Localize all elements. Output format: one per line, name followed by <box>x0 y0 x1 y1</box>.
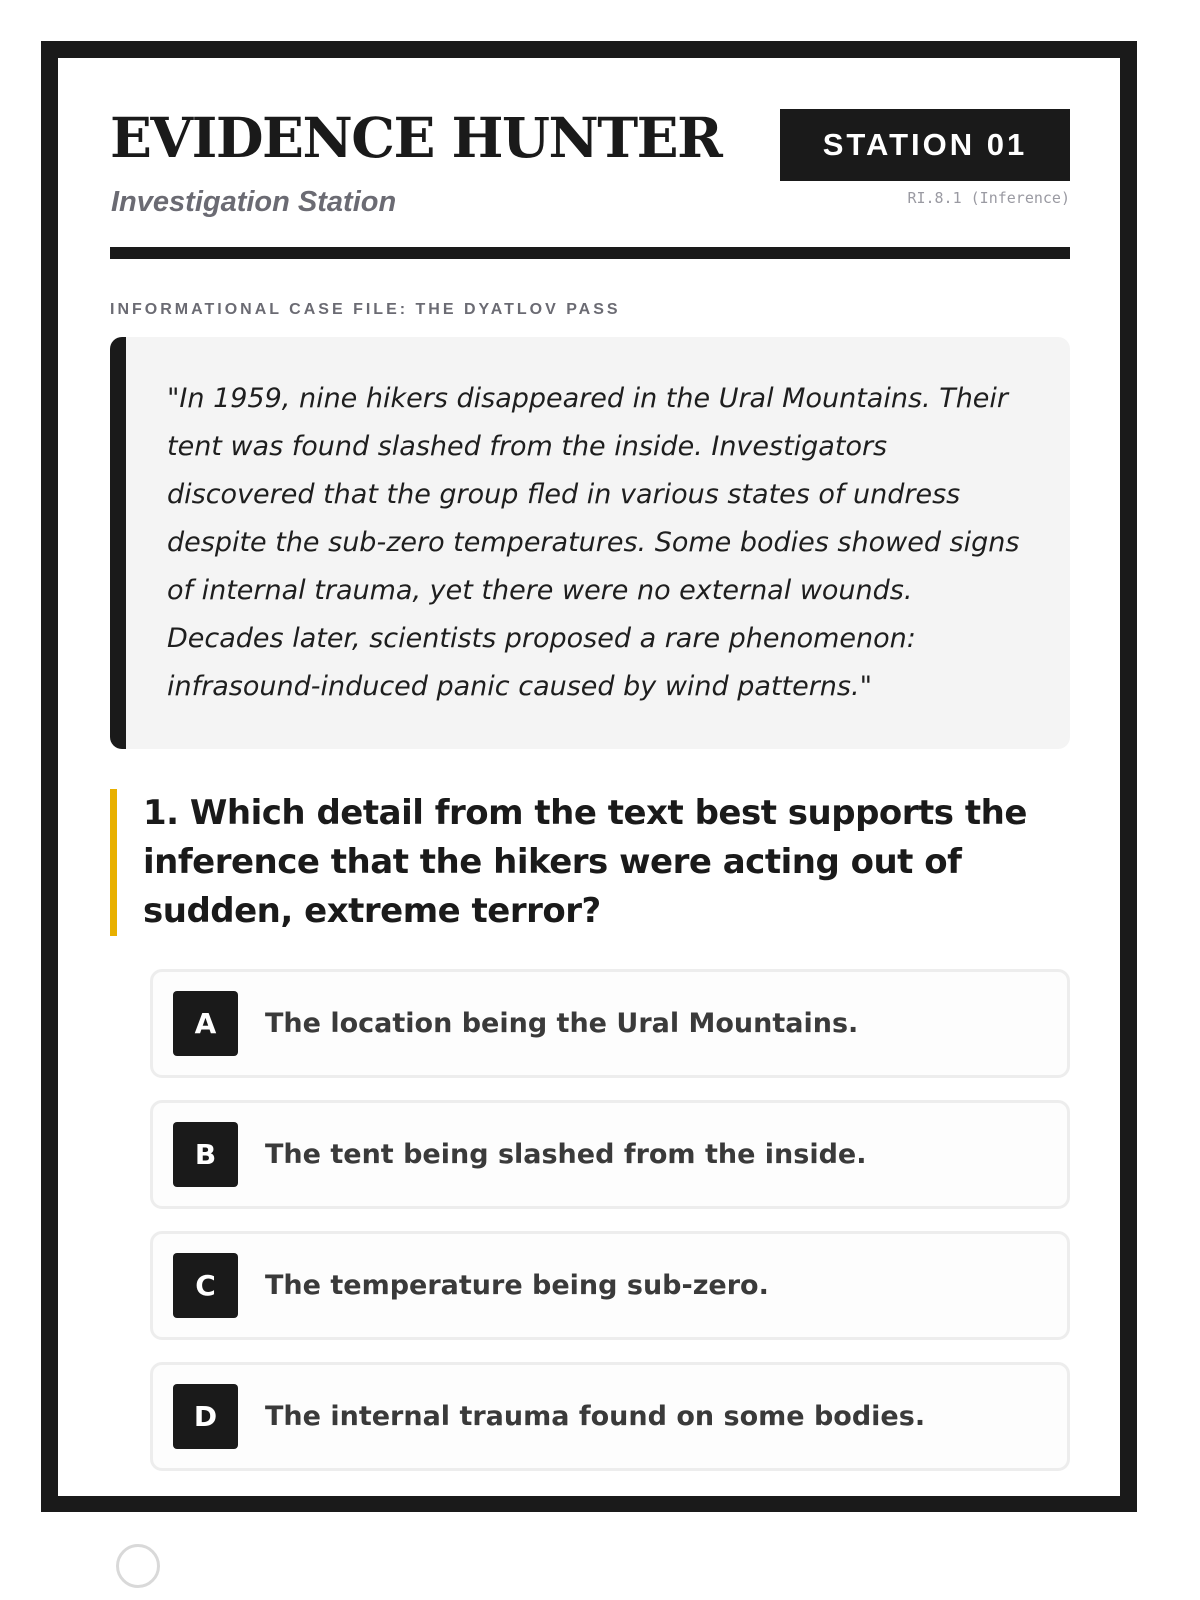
option-letter-badge: D <box>173 1384 238 1449</box>
option-letter-badge: B <box>173 1122 238 1187</box>
page-divider <box>109 1509 1069 1511</box>
standard-code: RI.8.1 (Inference) <box>907 189 1070 207</box>
header-divider <box>110 247 1070 259</box>
option-text: The temperature being sub-zero. <box>265 1270 769 1301</box>
question-text: 1. Which detail from the text best supports the inference that the hikers were acting out of sudden, extreme terror? <box>143 793 1027 931</box>
option-text: The location being the Ural Mountains. <box>265 1008 859 1039</box>
answer-option-d[interactable] <box>150 1362 1070 1471</box>
page-title: EVIDENCE HUNTER <box>110 105 722 170</box>
option-text: The tent being slashed from the inside. <box>265 1139 867 1170</box>
station-card <box>41 41 1137 1512</box>
answer-option-c[interactable] <box>150 1231 1070 1340</box>
header <box>110 58 1070 276</box>
option-letter-badge: C <box>173 1253 238 1318</box>
card-content <box>110 58 1070 1433</box>
case-file-passage <box>110 337 1070 749</box>
station-badge: STATION 01 <box>780 109 1070 181</box>
question <box>110 789 1070 936</box>
passage-text: "In 1959, nine hikers disappeared in the Ural Mountains. Their tent was found slashed from the inside. Investigators discovered that the group fled in various states of undress despite the sub-zero temperatures. Some bodies showed signs of internal trauma, yet there were no external wounds. Decades later, scientists proposed a rare phenomenon: infrasound-induced panic caused by wind patterns." <box>167 383 1020 702</box>
answer-option-a[interactable] <box>150 969 1070 1078</box>
option-letter-badge: A <box>173 991 238 1056</box>
circle-icon[interactable] <box>116 1544 160 1588</box>
option-text: The internal trauma found on some bodies. <box>265 1401 926 1432</box>
case-file-label: INFORMATIONAL CASE FILE: THE DYATLOV PASS <box>110 301 621 318</box>
page-subtitle: Investigation Station <box>111 186 397 218</box>
answer-option-b[interactable] <box>150 1100 1070 1209</box>
answer-options <box>150 969 1070 1493</box>
